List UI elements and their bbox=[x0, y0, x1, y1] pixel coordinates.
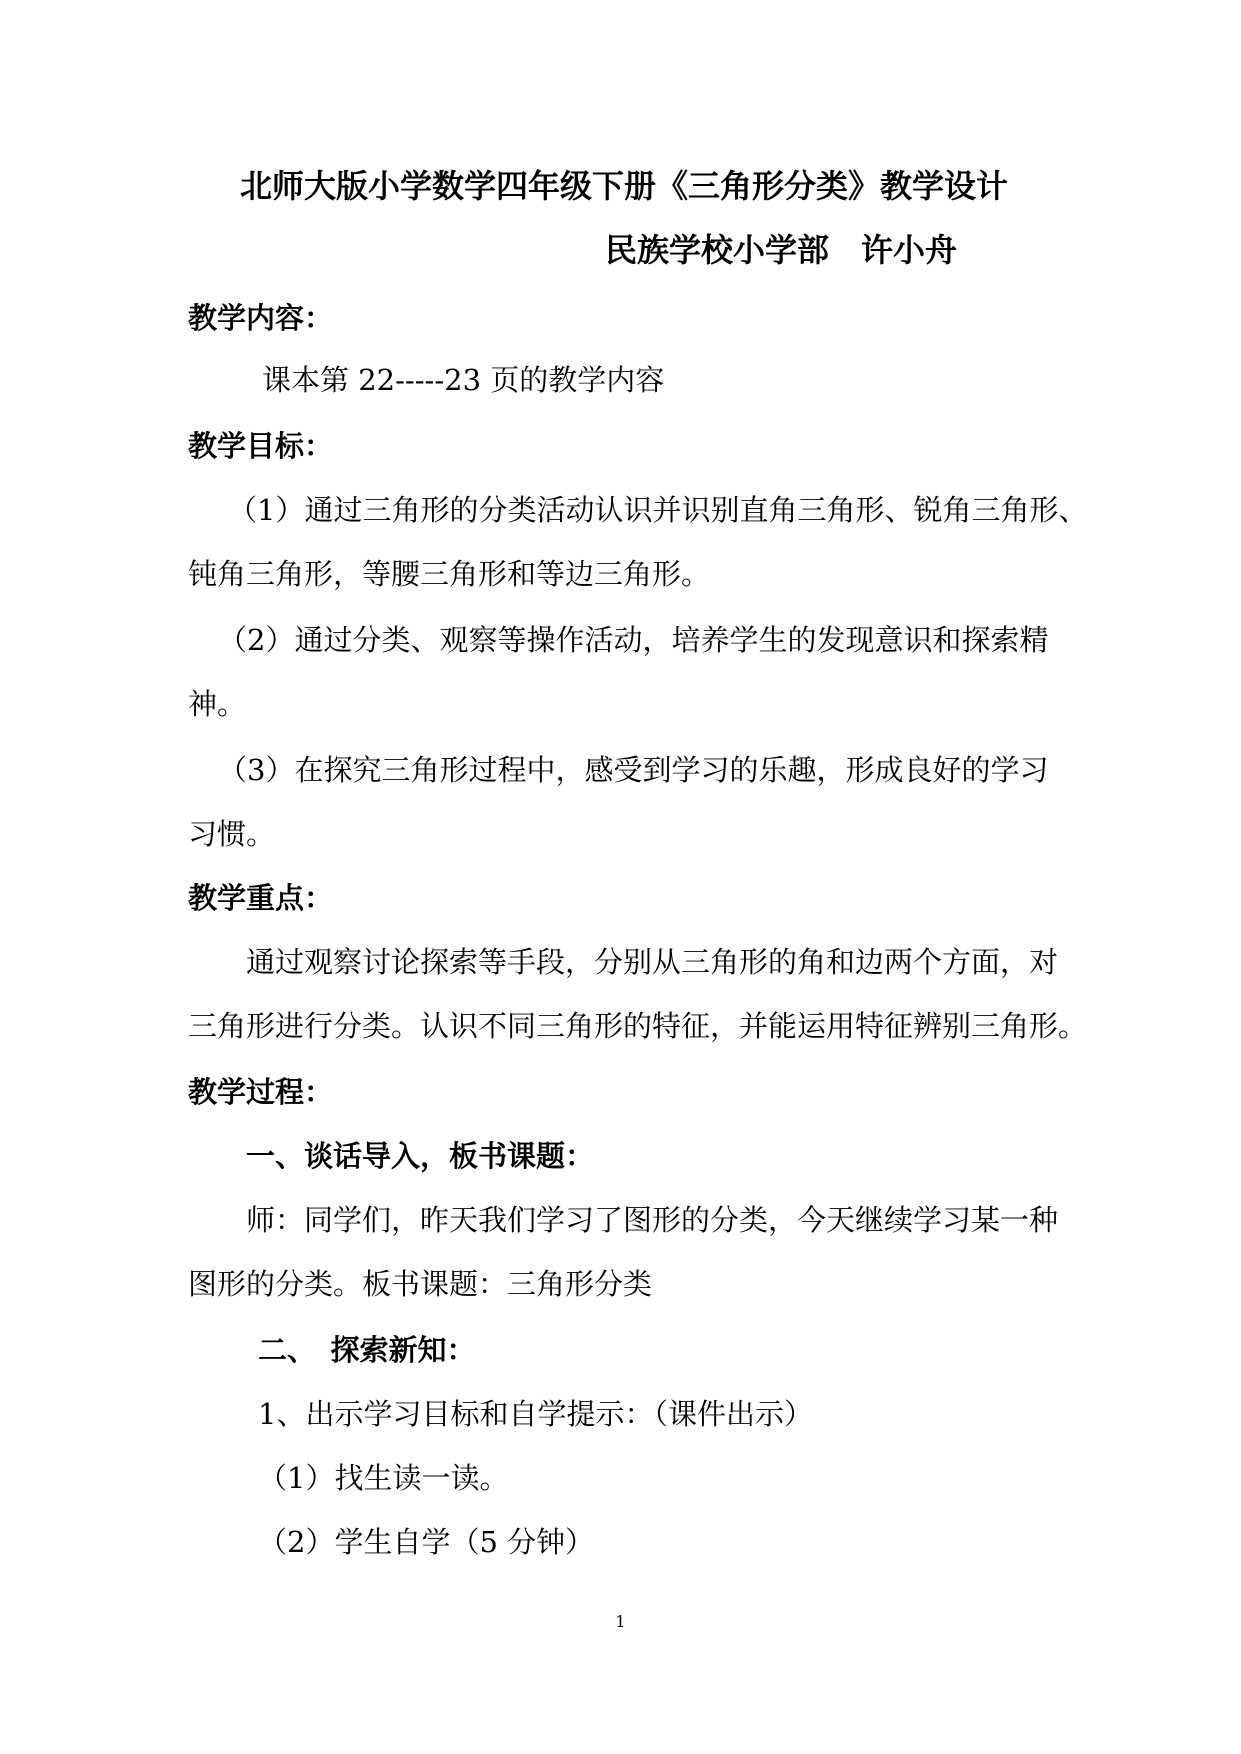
key-points-line-2: 三角形进行分类。认识不同三角形的特征，并能运用特征辨别三角形。 bbox=[188, 1009, 1088, 1043]
author-line: 民族学校小学部 许小舟 bbox=[605, 231, 958, 269]
key-points-line-1: 通过观察讨论探索等手段，分别从三角形的角和边两个方面，对 bbox=[246, 945, 1059, 979]
step-2-sub-1: （1）找生读一读。 bbox=[258, 1461, 509, 1495]
goal-2-line-1: （2）通过分类、观察等操作活动，培养学生的发现意识和探索精 bbox=[218, 623, 1049, 657]
step-2-heading: 二、 探索新知： bbox=[258, 1333, 476, 1367]
heading-key-points: 教学重点： bbox=[188, 881, 334, 915]
teaching-content-text: 课本第 22-----23 页的教学内容 bbox=[262, 363, 665, 397]
step-1-heading: 一、谈话导入，板书课题： bbox=[246, 1139, 595, 1173]
goal-1-line-1: （1）通过三角形的分类活动认识并识别直角三角形、锐角三角形、 bbox=[228, 493, 1088, 527]
heading-teaching-process: 教学过程： bbox=[188, 1075, 334, 1109]
step-2-item-1: 1、出示学习目标和自学提示：（课件出示） bbox=[258, 1397, 813, 1431]
goal-3-line-2: 习惯。 bbox=[188, 817, 276, 851]
goal-2-line-2: 神。 bbox=[188, 687, 247, 721]
heading-teaching-content: 教学内容： bbox=[188, 301, 334, 335]
step-1-line-2: 图形的分类。板书课题：三角形分类 bbox=[188, 1267, 653, 1301]
page-number: 1 bbox=[615, 1612, 626, 1631]
step-2-sub-2: （2）学生自学（5 分钟） bbox=[258, 1525, 595, 1559]
document-title: 北师大版小学数学四年级下册《三角形分类》教学设计 bbox=[240, 167, 1009, 205]
step-1-line-1: 师：同学们，昨天我们学习了图形的分类，今天继续学习某一种 bbox=[246, 1203, 1059, 1237]
goal-1-line-2: 钝角三角形，等腰三角形和等边三角形。 bbox=[188, 557, 711, 591]
heading-teaching-goals: 教学目标： bbox=[188, 429, 334, 463]
goal-3-line-1: （3）在探究三角形过程中，感受到学习的乐趣，形成良好的学习 bbox=[218, 753, 1049, 787]
